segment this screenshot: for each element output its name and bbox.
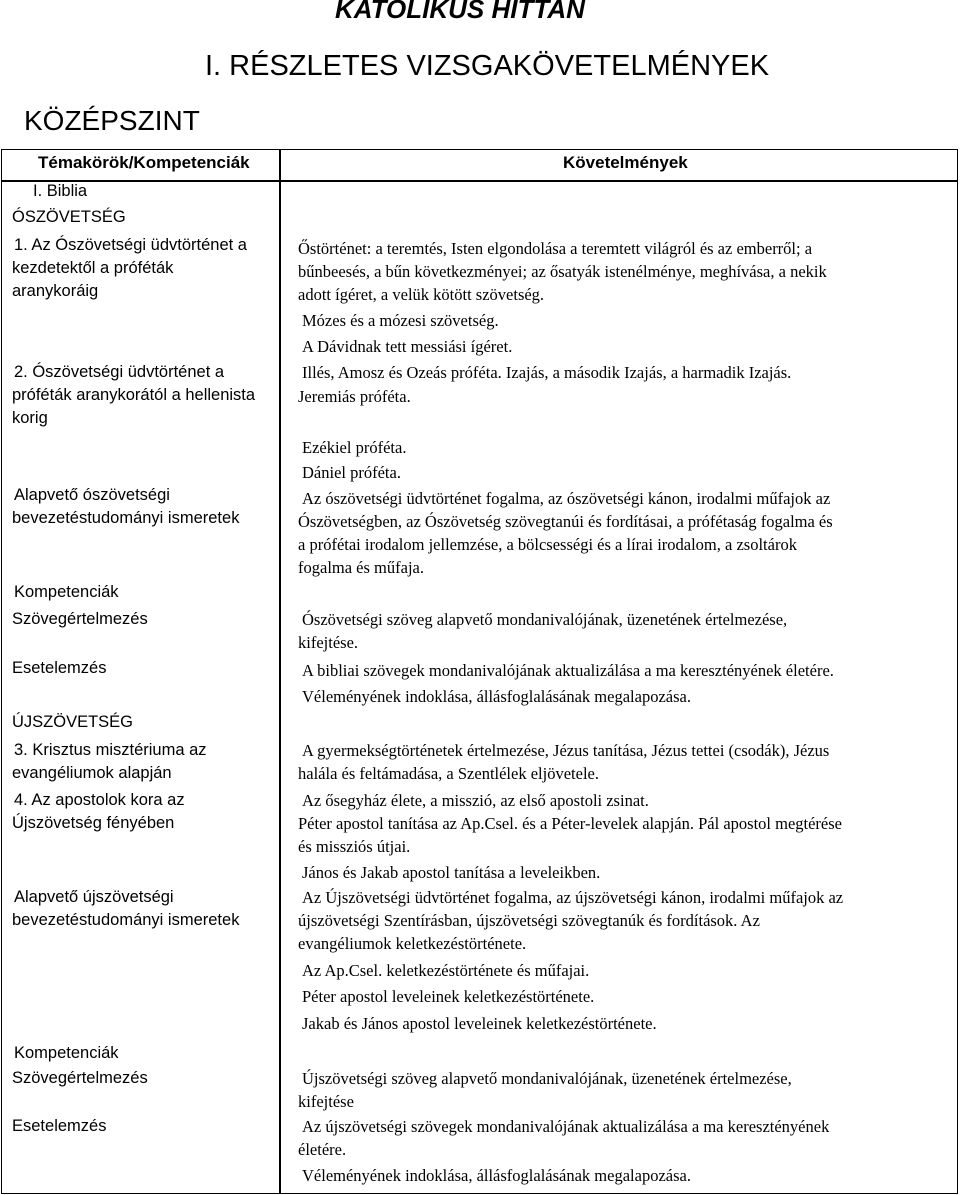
- requirement-text: János és Jakab apostol tanítása a leveleikben.: [302, 863, 601, 882]
- topic-text: Alapvető ószövetségi: [14, 486, 170, 504]
- requirement-text: A bibliai szövegek mondanivalójának aktualizálása a ma keresztényének életére.: [302, 661, 834, 680]
- requirement-text: Jakab és János apostol leveleinek keletkezéstörténete.: [302, 1014, 657, 1033]
- requirement-text: A gyermekségtörténetek értelmezése, Jézus tanítása, Jézus tettei (csodák), Jézus: [302, 741, 830, 760]
- requirement-text: Jeremiás próféta.: [298, 387, 411, 406]
- requirement-text: életére.: [298, 1140, 347, 1159]
- topic-text: 2. Ószövetségi üdvtörténet a: [14, 363, 225, 381]
- requirement-text: Az újszövetségi szövegek mondanivalójának aktualizálása a ma keresztényének: [302, 1117, 830, 1136]
- topic-text: evangéliumok alapján: [12, 764, 172, 782]
- topic-text: próféták aranykorától a hellenista: [12, 386, 256, 404]
- competencies-heading: Kompetenciák: [14, 583, 119, 601]
- competency-item: Esetelemzés: [12, 1117, 107, 1135]
- requirement-text: Az Újszövetségi üdvtörténet fogalma, az újszövetségi kánon, irodalmi műfajok az: [302, 888, 844, 907]
- requirement-text: evangéliumok keletkezéstörténete.: [298, 934, 527, 953]
- competencies-heading: Kompetenciák: [14, 1044, 119, 1062]
- requirement-text: Véleményének indoklása, állásfoglalásának megalapozása.: [302, 687, 691, 706]
- requirement-text: Újszövetségi szöveg alapvető mondanivalójának, üzenetének értelmezése,: [302, 1069, 792, 1088]
- requirement-text: Az ószövetségi üdvtörténet fogalma, az ószövetségi kánon, irodalmi műfajok az: [302, 489, 831, 508]
- requirement-text: halála és feltámadása, a Szentlélek eljövetele.: [298, 764, 599, 783]
- section-title: I. RÉSZLETES VIZSGAKÖVETELMÉNYEK: [205, 50, 770, 82]
- topic-text: 3. Krisztus misztériuma az: [14, 741, 207, 759]
- topic-text: korig: [12, 409, 48, 427]
- requirement-text: Az Ap.Csel. keletkezéstörténete és műfajai.: [302, 961, 590, 980]
- requirement-text: újszövetségi Szentírásban, újszövetségi szövegtanúk és fordítások. Az: [298, 911, 760, 930]
- requirement-text: Péter apostol leveleinek keletkezéstörténete.: [302, 987, 595, 1006]
- requirement-text: Ószövetségi szöveg alapvető mondanivalójának, üzenetének értelmezése,: [302, 610, 788, 629]
- competency-item: Esetelemzés: [12, 659, 107, 677]
- col-header-topics: Témakörök/Kompetenciák: [38, 153, 250, 172]
- requirement-text: Ezékiel próféta.: [302, 438, 407, 457]
- requirement-text: kifejtése.: [298, 633, 359, 652]
- level-heading: KÖZÉPSZINT: [24, 105, 200, 136]
- topic-text: bevezetéstudományi ismeretek: [12, 911, 240, 929]
- requirement-text: fogalma és műfaja.: [298, 558, 424, 577]
- requirement-text: kifejtése: [298, 1092, 354, 1111]
- requirement-text: Mózes és a mózesi szövetség.: [302, 311, 499, 330]
- topic-text: kezdetektől a próféták: [12, 259, 174, 277]
- col-header-requirements: Követelmények: [563, 153, 688, 172]
- topic-text: aranykoráig: [12, 282, 99, 300]
- topic-heading: I. Biblia: [33, 182, 88, 200]
- competency-item: Szövegértelmezés: [12, 1069, 148, 1087]
- requirement-text: Őstörténet: a teremtés, Isten elgondolása a teremtett világról és az emberről; a: [298, 239, 813, 258]
- requirement-text: Ószövetségben, az Ószövetség szövegtanúi és fordításai, a prófétaság fogalma és: [298, 512, 833, 531]
- topic-text: Alapvető újszövetségi: [14, 888, 174, 906]
- subject-title: KATOLIKUS HITTAN: [335, 0, 585, 24]
- requirement-text: Dániel próféta.: [302, 463, 401, 482]
- requirement-text: a prófétai irodalom jellemzése, a bölcsességi és a lírai irodalom, a zsoltárok: [298, 535, 797, 554]
- requirement-text: Véleményének indoklása, állásfoglalásának megalapozása.: [302, 1166, 691, 1185]
- requirement-text: bűnbeesés, a bűn következményei; az ősatyák istenélménye, meghívása, a nekik: [298, 262, 827, 281]
- section-new-testament: ÚJSZÖVETSÉG: [12, 713, 134, 731]
- requirement-text: adott ígéret, a velük kötött szövetség.: [298, 285, 545, 304]
- requirement-text: Illés, Amosz és Ozeás próféta. Izajás, a második Izajás, a harmadik Izajás.: [302, 363, 792, 382]
- competency-item: Szövegértelmezés: [12, 610, 148, 628]
- section-old-testament: ÓSZÖVETSÉG: [12, 208, 126, 226]
- topic-text: 1. Az Ószövetségi üdvtörténet a: [14, 236, 247, 254]
- column-divider: [279, 149, 281, 1194]
- topic-text: bevezetéstudományi ismeretek: [12, 509, 240, 527]
- topic-text: 4. Az apostolok kora az: [14, 791, 185, 809]
- requirement-text: és missziós útjai.: [298, 837, 411, 856]
- requirement-text: Péter apostol tanítása az Ap.Csel. és a Péter-levelek alapján. Pál apostol megtérése: [298, 814, 842, 833]
- topic-text: Újszövetség fényében: [12, 814, 175, 832]
- requirement-text: Az ősegyház élete, a misszió, az első apostoli zsinat.: [302, 791, 649, 810]
- header-divider: [1, 180, 958, 182]
- requirement-text: A Dávidnak tett messiási ígéret.: [302, 337, 513, 356]
